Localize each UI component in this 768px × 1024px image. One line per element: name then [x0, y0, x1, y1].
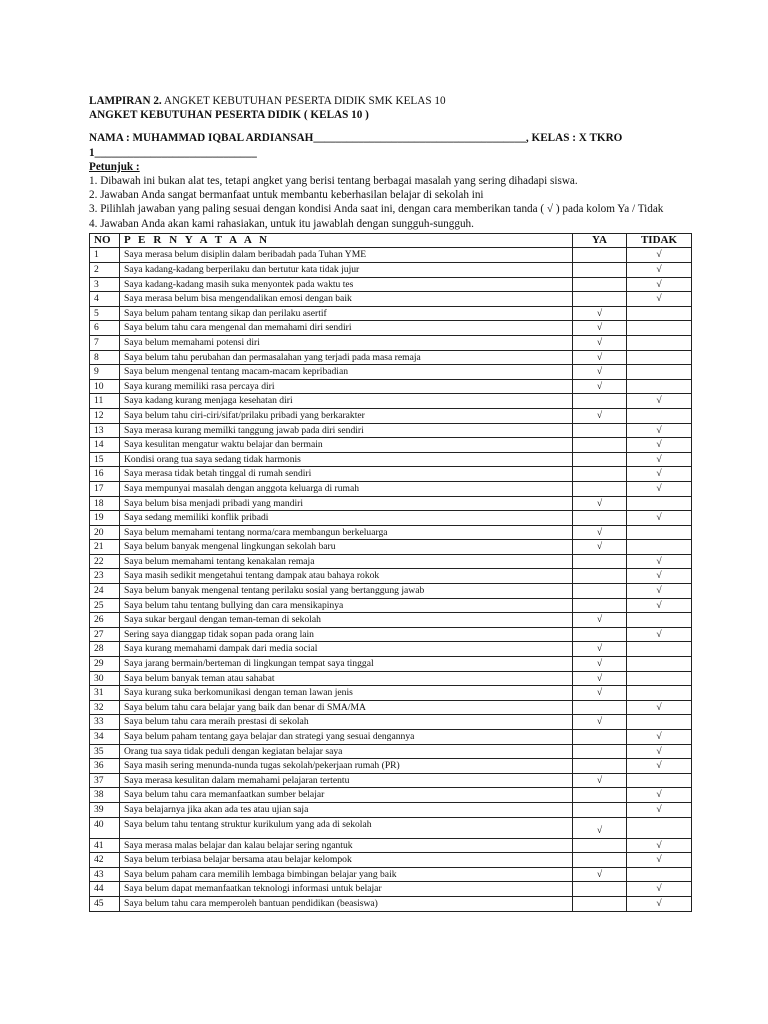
row-answer-tidak — [627, 657, 692, 672]
row-answer-ya: √ — [573, 540, 627, 555]
row-answer-ya — [573, 744, 627, 759]
row-answer-ya — [573, 292, 627, 307]
row-answer-tidak — [627, 671, 692, 686]
row-answer-ya — [573, 700, 627, 715]
row-answer-tidak — [627, 540, 692, 555]
row-answer-ya: √ — [573, 306, 627, 321]
row-statement: Saya kadang kurang menjaga kesehatan diri — [120, 394, 573, 409]
row-number: 11 — [90, 394, 120, 409]
row-answer-tidak: √ — [627, 554, 692, 569]
table-row — [90, 838, 692, 853]
row-answer-tidak — [627, 496, 692, 511]
row-answer-ya — [573, 882, 627, 897]
row-statement: Saya kesulitan mengatur waktu belajar dan bermain — [120, 438, 573, 453]
row-number: 44 — [90, 882, 120, 897]
row-statement: Saya belum tahu cara meraih prestasi di sekolah — [120, 715, 573, 730]
row-answer-ya: √ — [573, 365, 627, 380]
row-answer-ya — [573, 759, 627, 774]
row-answer-ya — [573, 452, 627, 467]
row-number: 38 — [90, 788, 120, 803]
row-answer-ya — [573, 788, 627, 803]
table-header-row — [90, 233, 692, 248]
header-statement: P E R N Y A T A A N — [120, 233, 573, 248]
table-row — [90, 759, 692, 774]
row-answer-tidak: √ — [627, 569, 692, 584]
table-row — [90, 263, 692, 278]
row-answer-tidak: √ — [627, 263, 692, 278]
row-number: 9 — [90, 365, 120, 380]
row-answer-tidak: √ — [627, 838, 692, 853]
row-number: 21 — [90, 540, 120, 555]
student-name-line: NAMA : MUHAMMAD IQBAL ARDIANSAH______________________________________, KELAS : X TKRO — [89, 132, 623, 145]
row-answer-ya: √ — [573, 715, 627, 730]
row-answer-tidak — [627, 350, 692, 365]
table-row — [90, 525, 692, 540]
instruction-item: 3. Pilihlah jawaban yang paling sesuai dengan kondisi Anda saat ini, dengan cara memberikan tanda ( √ ) pada kolom Ya / Tidak — [89, 203, 664, 216]
table-row — [90, 379, 692, 394]
row-number: 19 — [90, 511, 120, 526]
appendix-title: ANGKET KEBUTUHAN PESERTA DIDIK SMK KELAS 10 — [161, 95, 446, 107]
row-answer-tidak: √ — [627, 277, 692, 292]
row-number: 27 — [90, 627, 120, 642]
row-statement: Saya belum mengenal tentang macam-macam kepribadian — [120, 365, 573, 380]
row-statement: Saya belum memahami tentang kenakalan remaja — [120, 554, 573, 569]
row-answer-ya: √ — [573, 321, 627, 336]
row-answer-tidak — [627, 642, 692, 657]
row-answer-ya: √ — [573, 671, 627, 686]
row-statement: Saya merasa kurang memilki tanggung jawab pada diri sendiri — [120, 423, 573, 438]
row-number: 45 — [90, 896, 120, 911]
row-statement: Saya belum paham tentang gaya belajar dan strategi yang sesuai dengannya — [120, 730, 573, 745]
row-statement: Saya belum tahu tentang bullying dan cara mensikapinya — [120, 598, 573, 613]
table-row — [90, 802, 692, 817]
document-page — [89, 94, 691, 912]
table-row — [90, 598, 692, 613]
row-answer-ya: √ — [573, 817, 627, 838]
instructions-label: Petunjuk : — [89, 160, 140, 173]
instruction-item: 2. Jawaban Anda sangat bermanfaat untuk membantu keberhasilan belajar di sekolah ini — [89, 189, 484, 202]
row-answer-ya: √ — [573, 379, 627, 394]
row-number: 25 — [90, 598, 120, 613]
row-number: 7 — [90, 335, 120, 350]
row-statement: Saya belum paham tentang sikap dan perilaku asertif — [120, 306, 573, 321]
student-name-line-continued: 1_____________________________ — [89, 146, 257, 159]
row-number: 29 — [90, 657, 120, 672]
row-answer-tidak: √ — [627, 452, 692, 467]
row-answer-tidak — [627, 867, 692, 882]
row-statement: Saya belum memahami tentang norma/cara membangun berkeluarga — [120, 525, 573, 540]
row-number: 18 — [90, 496, 120, 511]
row-answer-ya — [573, 802, 627, 817]
table-row — [90, 584, 692, 599]
row-number: 20 — [90, 525, 120, 540]
table-row — [90, 277, 692, 292]
row-answer-ya — [573, 598, 627, 613]
row-answer-ya — [573, 481, 627, 496]
row-statement: Saya belum bisa menjadi pribadi yang mandiri — [120, 496, 573, 511]
row-statement: Saya belum tahu tentang struktur kurikulum yang ada di sekolah — [120, 817, 573, 838]
row-number: 15 — [90, 452, 120, 467]
row-statement: Saya belum banyak mengenal tentang perilaku sosial yang bertanggung jawab — [120, 584, 573, 599]
row-answer-tidak: √ — [627, 788, 692, 803]
row-answer-tidak — [627, 686, 692, 701]
row-number: 23 — [90, 569, 120, 584]
table-row — [90, 657, 692, 672]
table-row — [90, 540, 692, 555]
row-number: 34 — [90, 730, 120, 745]
row-statement: Saya belum terbiasa belajar bersama atau belajar kelompok — [120, 853, 573, 868]
row-answer-ya — [573, 263, 627, 278]
header-no: NO — [90, 233, 120, 248]
questionnaire-table — [89, 233, 692, 912]
row-answer-ya — [573, 467, 627, 482]
row-statement: Saya belum tahu cara mengenal dan memahami diri sendiri — [120, 321, 573, 336]
row-number: 4 — [90, 292, 120, 307]
row-answer-ya: √ — [573, 867, 627, 882]
row-number: 43 — [90, 867, 120, 882]
appendix-label: LAMPIRAN 2. — [89, 95, 162, 107]
row-answer-tidak: √ — [627, 744, 692, 759]
row-answer-tidak: √ — [627, 511, 692, 526]
row-answer-tidak: √ — [627, 423, 692, 438]
row-answer-ya — [573, 584, 627, 599]
row-answer-tidak — [627, 408, 692, 423]
table-row — [90, 394, 692, 409]
table-row — [90, 671, 692, 686]
row-number: 8 — [90, 350, 120, 365]
row-number: 6 — [90, 321, 120, 336]
row-number: 24 — [90, 584, 120, 599]
row-answer-ya — [573, 569, 627, 584]
table-row — [90, 496, 692, 511]
row-number: 37 — [90, 773, 120, 788]
row-answer-tidak: √ — [627, 292, 692, 307]
table-row — [90, 817, 692, 838]
instruction-item: 4. Jawaban Anda akan kami rahasiakan, untuk itu jawablah dengan sungguh-sungguh. — [89, 217, 474, 230]
row-number: 39 — [90, 802, 120, 817]
row-number: 17 — [90, 481, 120, 496]
row-answer-ya — [573, 277, 627, 292]
table-row — [90, 744, 692, 759]
row-number: 16 — [90, 467, 120, 482]
table-row — [90, 882, 692, 897]
row-statement: Saya merasa malas belajar dan kalau belajar sering ngantuk — [120, 838, 573, 853]
row-number: 41 — [90, 838, 120, 853]
row-answer-tidak — [627, 379, 692, 394]
row-statement: Saya belum banyak mengenal lingkungan sekolah baru — [120, 540, 573, 555]
row-answer-tidak — [627, 613, 692, 628]
row-statement: Saya belum memahami potensi diri — [120, 335, 573, 350]
row-answer-tidak — [627, 306, 692, 321]
row-answer-ya: √ — [573, 496, 627, 511]
table-row — [90, 613, 692, 628]
row-answer-ya: √ — [573, 408, 627, 423]
row-statement: Orang tua saya tidak peduli dengan kegiatan belajar saya — [120, 744, 573, 759]
header-tidak: TIDAK — [627, 233, 692, 248]
row-answer-tidak — [627, 321, 692, 336]
row-statement: Saya kurang memiliki rasa percaya diri — [120, 379, 573, 394]
row-answer-tidak: √ — [627, 394, 692, 409]
row-answer-ya: √ — [573, 525, 627, 540]
row-number: 42 — [90, 853, 120, 868]
row-answer-tidak: √ — [627, 438, 692, 453]
row-number: 40 — [90, 817, 120, 838]
row-number: 5 — [90, 306, 120, 321]
row-statement: Saya kadang-kadang masih suka menyontek pada waktu tes — [120, 277, 573, 292]
table-row — [90, 321, 692, 336]
row-answer-tidak: √ — [627, 700, 692, 715]
row-answer-ya: √ — [573, 657, 627, 672]
row-statement: Saya merasa belum disiplin dalam beribadah pada Tuhan YME — [120, 248, 573, 263]
row-answer-tidak: √ — [627, 584, 692, 599]
table-row — [90, 248, 692, 263]
row-answer-ya — [573, 554, 627, 569]
row-answer-ya: √ — [573, 686, 627, 701]
row-number: 1 — [90, 248, 120, 263]
row-statement: Saya jarang bermain/berteman di lingkungan tempat saya tinggal — [120, 657, 573, 672]
row-number: 32 — [90, 700, 120, 715]
table-row — [90, 730, 692, 745]
row-answer-tidak: √ — [627, 627, 692, 642]
row-statement: Saya belum tahu perubahan dan permasalahan yang terjadi pada masa remaja — [120, 350, 573, 365]
table-row — [90, 481, 692, 496]
row-answer-tidak: √ — [627, 481, 692, 496]
row-number: 36 — [90, 759, 120, 774]
row-statement: Saya kadang-kadang berperilaku dan bertutur kata tidak jujur — [120, 263, 573, 278]
row-answer-tidak — [627, 335, 692, 350]
table-row — [90, 292, 692, 307]
table-row — [90, 642, 692, 657]
row-number: 31 — [90, 686, 120, 701]
table-row — [90, 438, 692, 453]
row-answer-tidak: √ — [627, 730, 692, 745]
row-statement: Saya belum tahu cara belajar yang baik dan benar di SMA/MA — [120, 700, 573, 715]
row-number: 30 — [90, 671, 120, 686]
table-row — [90, 350, 692, 365]
row-answer-tidak: √ — [627, 598, 692, 613]
row-statement: Kondisi orang tua saya sedang tidak harmonis — [120, 452, 573, 467]
row-statement: Saya kurang memahami dampak dari media social — [120, 642, 573, 657]
table-row — [90, 896, 692, 911]
row-answer-ya — [573, 394, 627, 409]
row-statement: Saya merasa belum bisa mengendalikan emosi dengan baik — [120, 292, 573, 307]
row-answer-ya: √ — [573, 613, 627, 628]
row-answer-ya — [573, 896, 627, 911]
row-answer-tidak — [627, 365, 692, 380]
row-number: 35 — [90, 744, 120, 759]
row-statement: Saya belum tahu cara memanfaatkan sumber belajar — [120, 788, 573, 803]
row-answer-ya — [573, 838, 627, 853]
row-answer-tidak: √ — [627, 882, 692, 897]
row-answer-tidak — [627, 525, 692, 540]
row-number: 10 — [90, 379, 120, 394]
table-row — [90, 365, 692, 380]
row-answer-ya — [573, 853, 627, 868]
row-answer-ya — [573, 511, 627, 526]
table-row — [90, 335, 692, 350]
row-answer-ya — [573, 248, 627, 263]
row-number: 14 — [90, 438, 120, 453]
table-row — [90, 569, 692, 584]
row-answer-tidak — [627, 715, 692, 730]
row-statement: Saya belum dapat memanfaatkan teknologi informasi untuk belajar — [120, 882, 573, 897]
row-statement: Saya belum tahu ciri-ciri/sifat/prilaku pribadi yang berkarakter — [120, 408, 573, 423]
row-statement: Saya belum banyak teman atau sahabat — [120, 671, 573, 686]
row-number: 33 — [90, 715, 120, 730]
table-row — [90, 715, 692, 730]
questionnaire-title: ANGKET KEBUTUHAN PESERTA DIDIK ( KELAS 10 ) — [89, 109, 369, 122]
row-answer-tidak: √ — [627, 802, 692, 817]
row-number: 3 — [90, 277, 120, 292]
row-answer-ya — [573, 627, 627, 642]
row-statement: Saya sukar bergaul dengan teman-teman di sekolah — [120, 613, 573, 628]
row-answer-ya: √ — [573, 773, 627, 788]
row-answer-ya: √ — [573, 350, 627, 365]
table-row — [90, 554, 692, 569]
row-answer-tidak: √ — [627, 853, 692, 868]
row-number: 28 — [90, 642, 120, 657]
row-statement: Saya belum tahu cara memperoleh bantuan pendidikan (beasiswa) — [120, 896, 573, 911]
row-statement: Saya belum paham cara memilih lembaga bimbingan belajar yang baik — [120, 867, 573, 882]
row-statement: Saya mempunyai masalah dengan anggota keluarga di rumah — [120, 481, 573, 496]
table-row — [90, 773, 692, 788]
row-number: 22 — [90, 554, 120, 569]
row-statement: Saya masih sedikit mengetahui tentang dampak atau bahaya rokok — [120, 569, 573, 584]
row-statement: Saya masih sering menunda-nunda tugas sekolah/pekerjaan rumah (PR) — [120, 759, 573, 774]
table-row — [90, 867, 692, 882]
row-number: 26 — [90, 613, 120, 628]
table-row — [90, 700, 692, 715]
row-answer-tidak: √ — [627, 248, 692, 263]
table-row — [90, 423, 692, 438]
row-statement: Saya merasa kesulitan dalam memahami pelajaran tertentu — [120, 773, 573, 788]
row-answer-tidak — [627, 817, 692, 838]
table-body — [90, 248, 692, 911]
instruction-item: 1. Dibawah ini bukan alat tes, tetapi angket yang berisi tentang berbagai masalah yang sering dihadapi siswa. — [89, 175, 578, 188]
row-answer-tidak: √ — [627, 759, 692, 774]
table-row — [90, 467, 692, 482]
table-row — [90, 306, 692, 321]
table-row — [90, 686, 692, 701]
row-answer-ya — [573, 730, 627, 745]
row-answer-tidak — [627, 773, 692, 788]
table-row — [90, 627, 692, 642]
row-statement: Saya merasa tidak betah tinggal di rumah sendiri — [120, 467, 573, 482]
row-statement: Saya kurang suka berkomunikasi dengan teman lawan jenis — [120, 686, 573, 701]
appendix-heading — [89, 94, 691, 108]
row-number: 2 — [90, 263, 120, 278]
header-ya: YA — [573, 233, 627, 248]
row-answer-ya: √ — [573, 642, 627, 657]
row-statement: Sering saya dianggap tidak sopan pada orang lain — [120, 627, 573, 642]
row-number: 12 — [90, 408, 120, 423]
row-number: 13 — [90, 423, 120, 438]
row-answer-tidak: √ — [627, 467, 692, 482]
row-statement: Saya belajarnya jika akan ada tes atau ujian saja — [120, 802, 573, 817]
table-row — [90, 853, 692, 868]
table-row — [90, 788, 692, 803]
table-row — [90, 452, 692, 467]
row-answer-ya: √ — [573, 335, 627, 350]
row-answer-ya — [573, 438, 627, 453]
row-answer-tidak: √ — [627, 896, 692, 911]
table-row — [90, 408, 692, 423]
row-statement: Saya sedang memiliki konflik pribadi — [120, 511, 573, 526]
row-answer-ya — [573, 423, 627, 438]
table-row — [90, 511, 692, 526]
